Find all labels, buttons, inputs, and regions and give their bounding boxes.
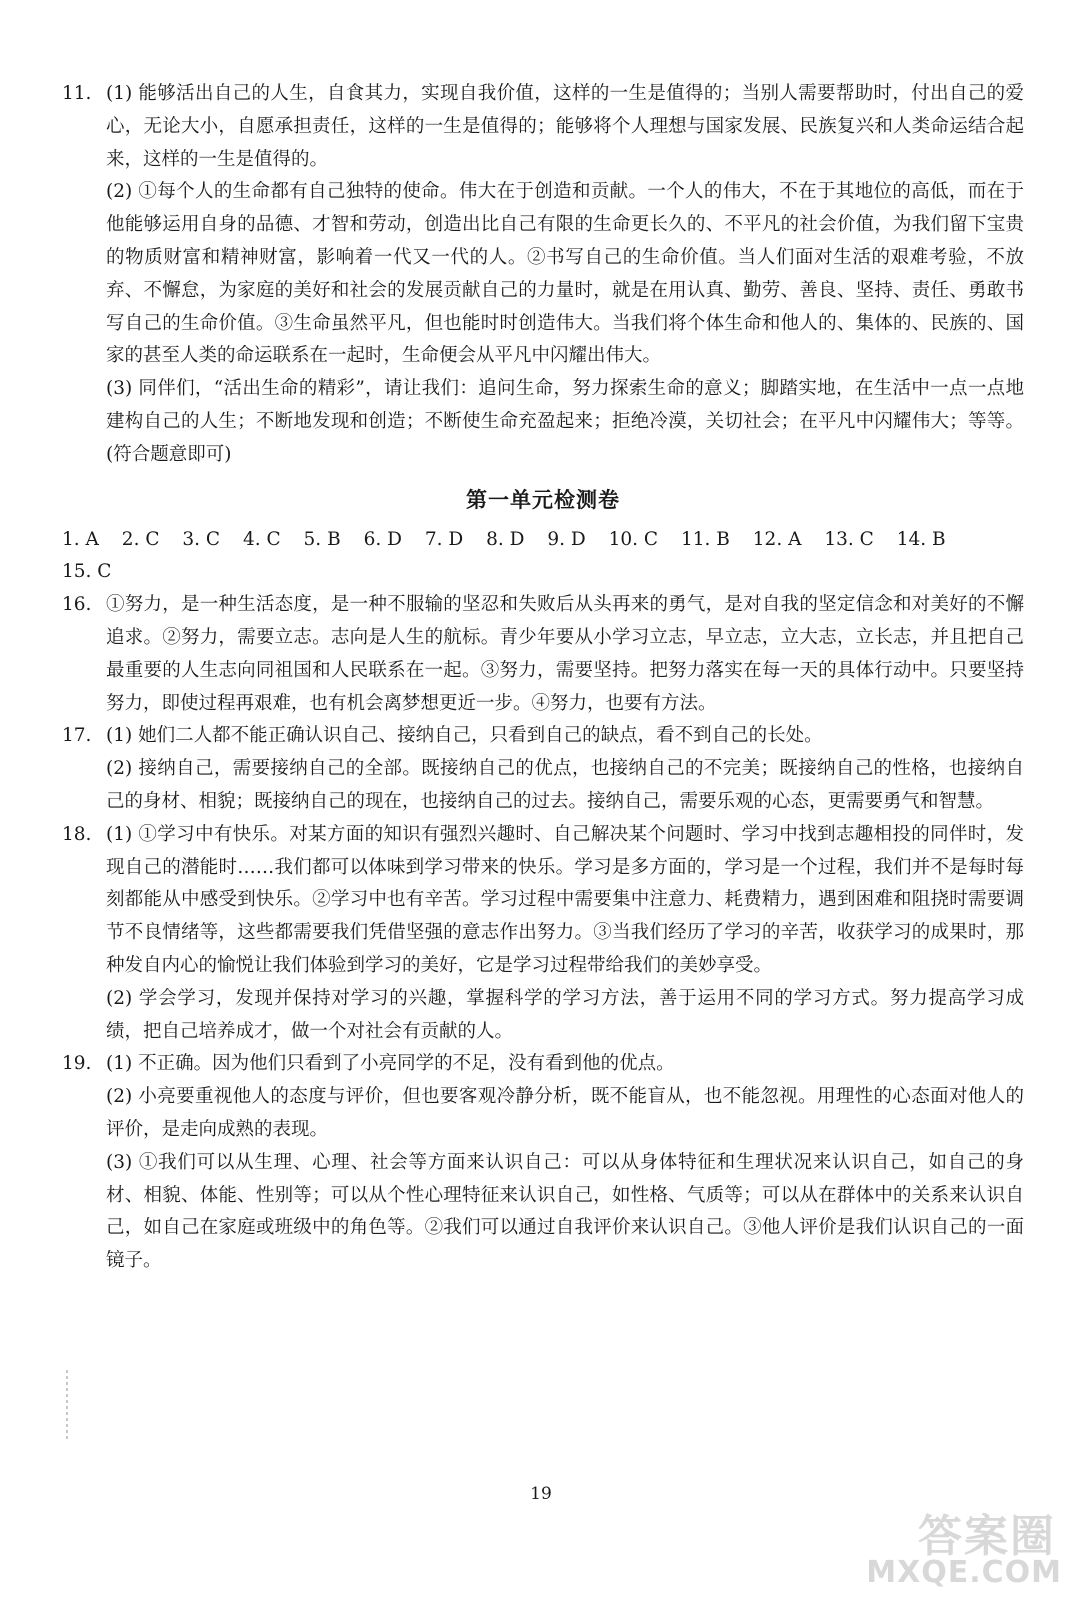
answer-part-3: (3) ①我们可以从生理、心理、社会等方面来认识自己：可以从身体特征和生理状况来认识自己，如自己的身材、相貌、体能、性别等；可以从个性心理特征来认识自己，如性格、气质等；可以从在群体中的关系来认识自己，如自己在家庭或班级中的角色等。②我们可以通过自我评价来认识自己。③他人评价是我们认识自己的一面镜子。 [106, 1151, 1024, 1272]
question-19 [62, 1048, 1024, 1278]
mc-answer: 7. D [424, 528, 464, 550]
mc-answer: 5. B [303, 528, 341, 550]
watermark-text: 答案圈 [918, 1511, 1056, 1562]
mc-answer: 3. C [182, 528, 221, 550]
answer-content [62, 78, 1024, 1278]
answer-part-2: (2) 学会学习，发现并保持对学习的兴趣，掌握科学的学习方法，善于运用不同的学习方式。努力提高学习成绩，把自己培养成才，做一个对社会有贡献的人。 [106, 987, 1024, 1042]
answer-part-1: (1) 她们二人都不能正确认识自己、接纳自己，只看到自己的缺点，看不到自己的长处。 [106, 725, 823, 747]
answer-part-2: (2) 小亮要重视他人的态度与评价，但也要客观冷静分析，既不能盲从，也不能忽视。用理性的心态面对他人的评价，是走向成熟的表现。 [106, 1086, 1024, 1140]
mc-answer: 9. D [547, 528, 586, 550]
question-number: 19. [62, 1053, 92, 1075]
answer-part-2: (2) 接纳自己，需要接纳自己的全部。既接纳自己的优点，也接纳自己的不完美；既接纳自己的性格，也接纳自己的身材、相貌；既接纳自己的现在，也接纳自己的过去。接纳自己，需要乐观的心态，更需要勇气和智慧。 [106, 758, 1024, 812]
page-number: 19 [530, 1484, 552, 1504]
question-number: 16. [62, 594, 92, 616]
mc-answer: 14. B [896, 528, 946, 550]
mc-answer: 10. C [608, 528, 659, 550]
multiple-choice-answers [62, 524, 1024, 557]
mc-answer: 6. D [363, 528, 402, 550]
mc-answer: 12. A [752, 528, 802, 550]
mc-answer: 2. C [121, 528, 160, 550]
mc-answer: 1. A [62, 528, 99, 550]
mc-answer: 15. C [62, 561, 112, 583]
mc-answer: 11. B [680, 528, 730, 550]
answer-part-3: (3) 同伴们，“活出生命的精彩”，请让我们：追问生命，努力探索生命的意义；脚踏实地，在生活中一点一点地建构自己的人生；不断地发现和创造；不断使生命充盈起来；拒绝冷漠，关切社会；在平凡中闪耀伟大；等等。(符合题意即可) [106, 378, 1024, 465]
answer-part-1: ①努力，是一种生活态度，是一种不服输的坚忍和失败后从头再来的勇气，是对自我的坚定信念和对美好的不懈追求。②努力，需要立志。志向是人生的航标。青少年要从小学习立志，早立志，立大志，立长志，并且把自己最重要的人生志向同祖国和人民联系在一起。③努力，需要坚持。把努力落实在每一天的具体行动中。只要坚持努力，即使过程再艰难，也有机会离梦想更近一步。④努力，也要有方法。 [106, 594, 1024, 714]
question-17 [62, 720, 1024, 818]
answer-part-1: (1) 能够活出自己的人生，自食其力，实现自我价值，这样的一生是值得的；当别人需要帮助时，付出自己的爱心，无论大小，自愿承担责任，这样的一生是值得的；能够将个人理想与国家发展、民族复兴和人类命运结合起来，这样的一生是值得的。 [106, 83, 1024, 170]
answer-part-1: (1) ①学习中有快乐。对某方面的知识有强烈兴趣时、自己解决某个问题时、学习中找到志趣相投的同伴时，发现自己的潜能时……我们都可以体味到学习带来的快乐。学习是多方面的，学习是一个过程，我们并不是每时每刻都能从中感受到快乐。②学习中也有辛苦。学习过程中需要集中注意力、耗费精力，遇到困难和阻挠时需要调节不良情绪等，这些都需要我们凭借坚强的意志作出努力。③当我们经历了学习的辛苦，收获学习的成果时，那种发自内心的愉悦让我们体验到学习的美好，它是学习过程带给我们的美妙享受。 [106, 823, 1024, 976]
mc-answer: 4. C [242, 528, 281, 550]
mc-answer: 13. C [824, 528, 874, 550]
multiple-choice-answers-cont [62, 556, 1024, 589]
section-title: 第一单元检测卷 [466, 487, 620, 512]
question-number: 18. [62, 823, 92, 845]
question-number: 17. [62, 725, 92, 747]
watermark-logo [866, 1500, 1068, 1592]
scan-artifact [66, 1370, 68, 1440]
question-number: 11. [62, 83, 92, 104]
answer-part-2: (2) ①每个人的生命都有自己独特的使命。伟大在于创造和贡献。一个人的伟大，不在于其地位的高低，而在于他能够运用自身的品德、才智和劳动，创造出比自己有限的生命更长久的、不平凡的社会价值，为我们留下宝贵的物质财富和精神财富，影响着一代又一代的人。②书写自己的生命价值。当人们面对生活的艰难考验，不放弃、不懈怠，为家庭的美好和社会的发展贡献自己的力量时，就是在用认真、勤劳、善良、坚持、责任、勇敢书写自己的生命价值。③生命虽然平凡，但也能时时创造伟大。当我们将个体生命和他人的、集体的、民族的、国家的甚至人类的命运联系在一起时，生命便会从平凡中闪耀出伟大。 [106, 181, 1024, 367]
question-16 [62, 589, 1024, 720]
question-18 [62, 819, 1024, 1049]
mc-answer: 8. D [486, 528, 525, 550]
answer-part-1: (1) 不正确。因为他们只看到了小亮同学的不足，没有看到他的优点。 [106, 1053, 675, 1075]
watermark-url: MXQE.COM [866, 1555, 1062, 1590]
question-11 [62, 78, 1024, 472]
